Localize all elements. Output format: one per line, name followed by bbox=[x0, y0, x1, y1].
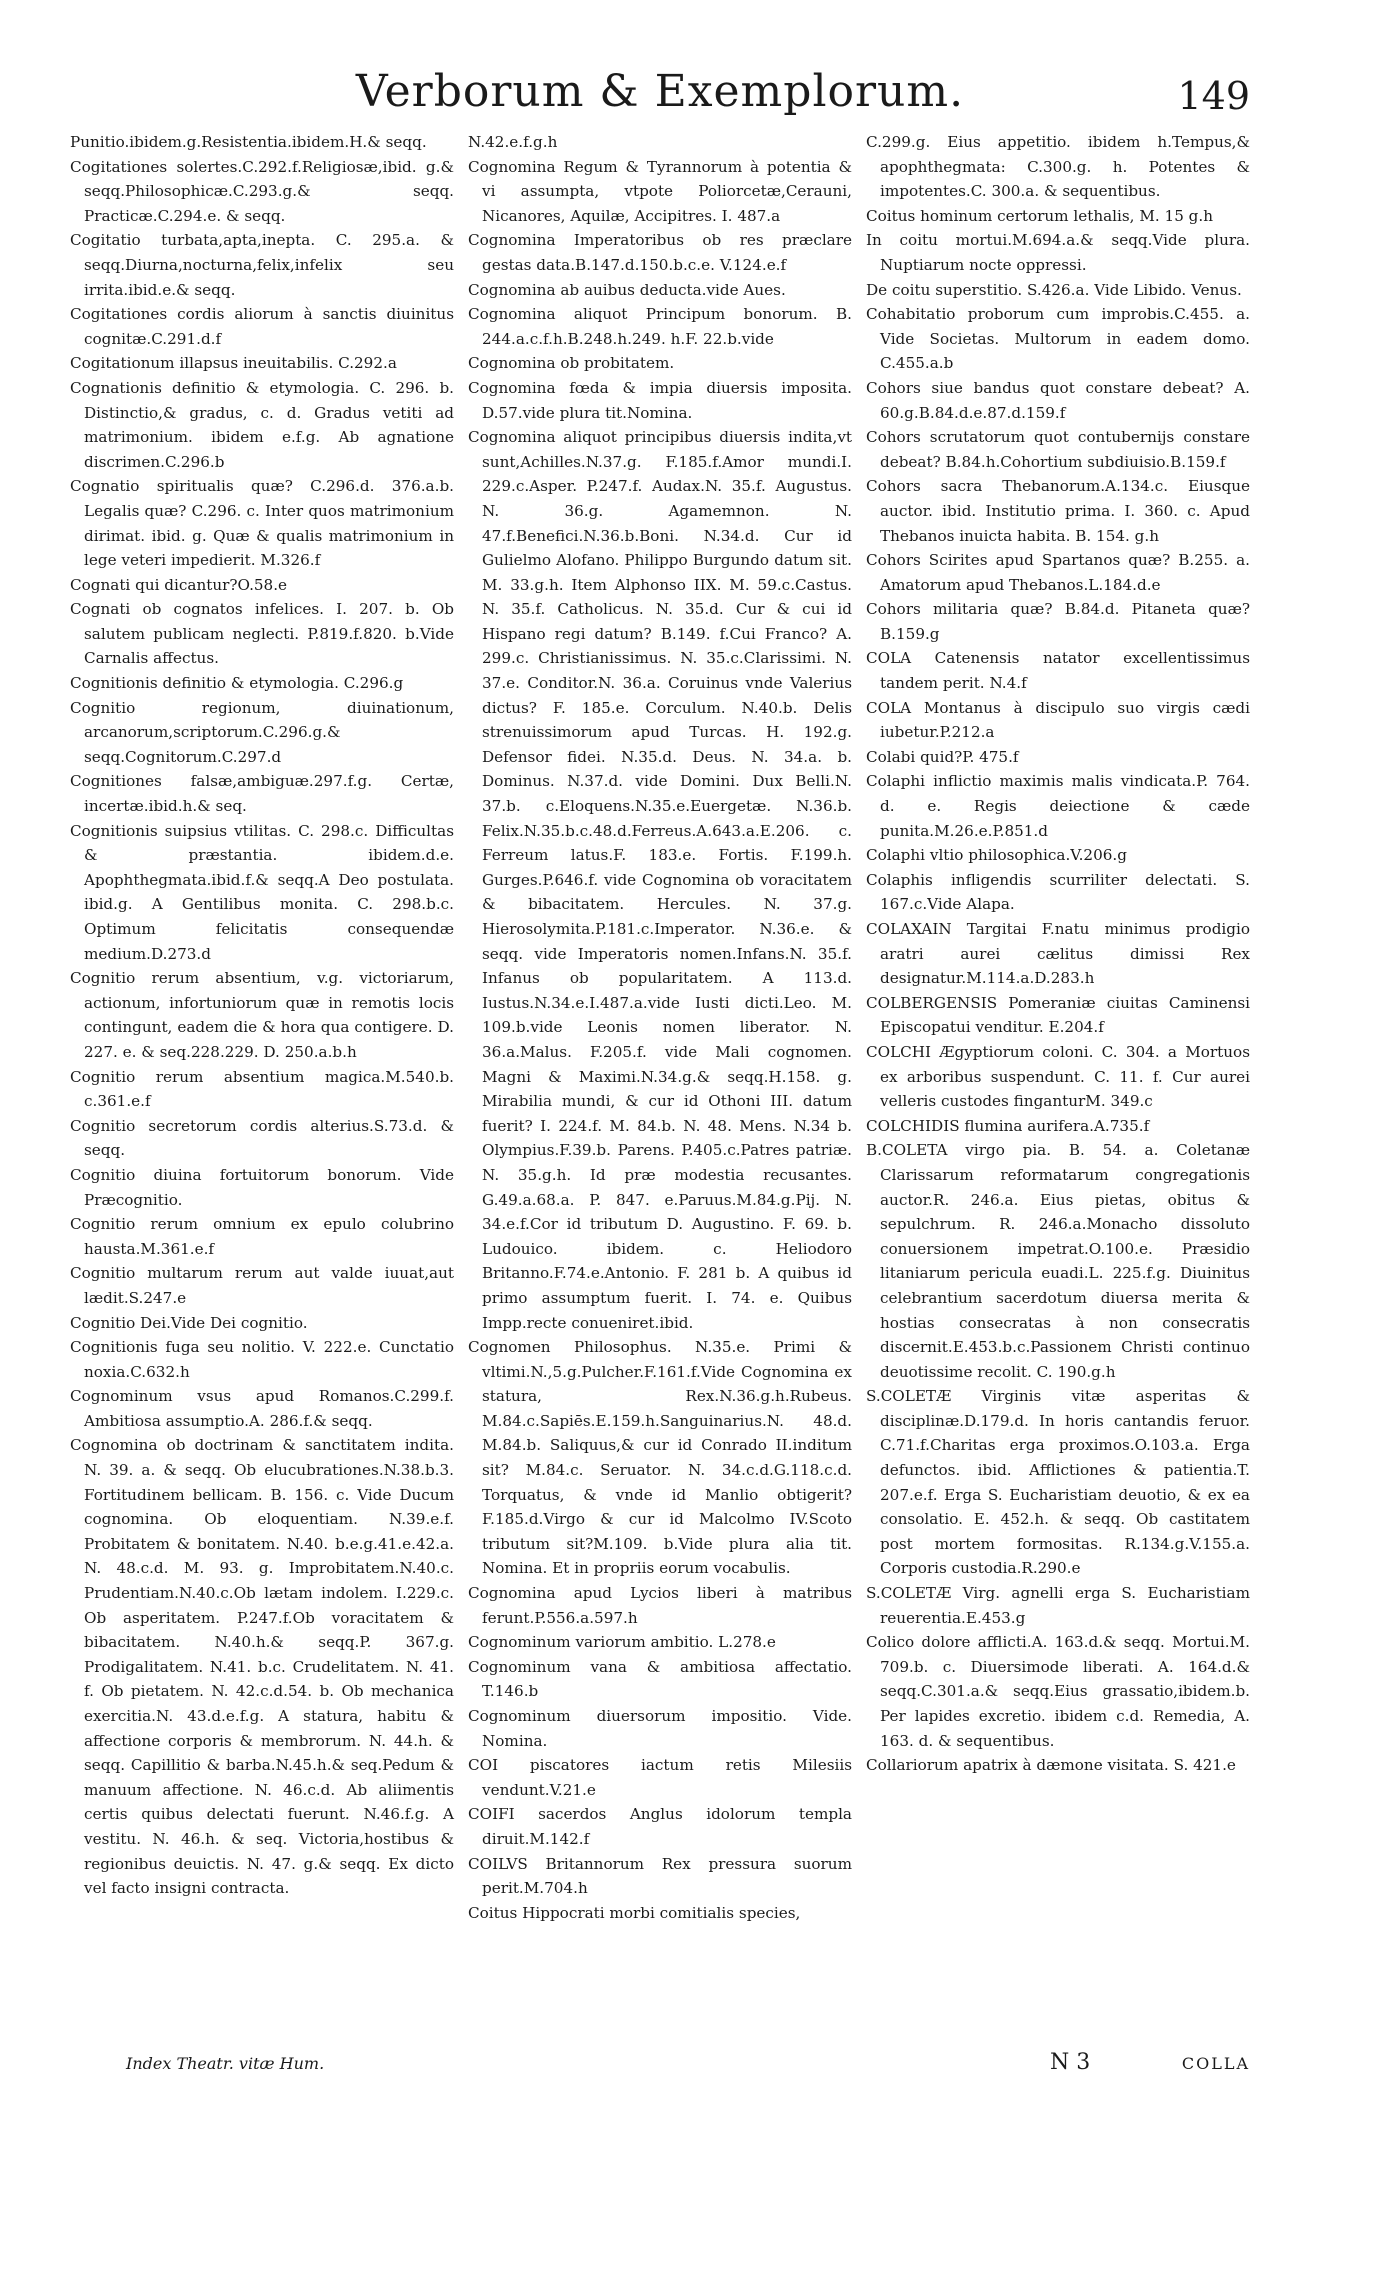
page-footer bbox=[70, 2050, 1250, 2090]
catchword: COLLA bbox=[1181, 2054, 1250, 2073]
index-entry: COLA Montanus à discipulo suo virgis cædi iubetur.P.212.a bbox=[866, 698, 1250, 742]
index-entry: Cognitio regionum, diuinationum, arcanorum,scriptorum.C.296.g.& seqq.Cognitorum.C.297.d bbox=[70, 698, 454, 766]
index-entry: Collariorum apatrix à dæmone visitata. S. 421.e bbox=[866, 1756, 1236, 1775]
index-column-left bbox=[70, 130, 454, 1925]
running-title: Verborum & Exemplorum. bbox=[355, 66, 965, 117]
index-entry: Cognitio diuina fortuitorum bonorum. Vide Præcognitio. bbox=[70, 1165, 454, 1209]
index-entry: N.42.e.f.g.h bbox=[468, 133, 558, 151]
index-entry: COLAXAIN Targitai F.natu minimus prodigio aratri aurei cælitus dimissi Rex designatur.M.114.a.D.283.h bbox=[866, 920, 1250, 988]
index-entry: Cognitionis definitio & etymologia. C.296.g bbox=[70, 674, 404, 693]
index-entry: Cognomina Regum & Tyrannorum à potentia & vi assumpta, vtpote Poliorcetæ,Cerauni, Nicanores, Aquilæ, Accipitres. I. 487.a bbox=[468, 157, 852, 225]
page-header bbox=[70, 60, 1250, 132]
index-entry: Cogitationes cordis aliorum à sanctis diuinitus cognitæ.C.291.d.f bbox=[70, 305, 454, 348]
index-entry: Colaphi inflictio maximis malis vindicata.P. 764. d. e. Regis deiectione & cæde punita.M.26.e.P.851.d bbox=[866, 772, 1250, 840]
index-entry: Coitus hominum certorum lethalis, M. 15 g.h bbox=[866, 206, 1214, 225]
index-column-right bbox=[866, 130, 1250, 1925]
index-entry: Cognomina apud Lycios liberi à matribus ferunt.P.556.a.597.h bbox=[468, 1584, 852, 1627]
index-entry: Cohors siue bandus quot constare debeat? A. 60.g.B.84.d.e.87.d.159.f bbox=[866, 378, 1250, 422]
index-entry: Cohabitatio proborum cum improbis.C.455. a. Vide Societas. Multorum in eadem domo. C.455.a.b bbox=[866, 305, 1250, 373]
index-entry: B.COLETA virgo pia. B. 54. a. Coletanæ Clarissarum reformatarum congregationis auctor.R. 246.a. Eius pietas, obitus & sepulchrum. R. 246.a.Monacho dissoluto conuersionem impetrat.O.100.e. Præsidio litaniarum pericula euadi.L. 225.f.g. Diuinitus celebrantium sacerdotum diuersa merita & hostias consecratas à non consecratis discernit.E.453.b.c.Passionem Christi continuo deuotissime recolit. C. 190.g.h bbox=[866, 1141, 1250, 1381]
index-entry: COLCHIDIS flumina aurifera.A.735.f bbox=[866, 1116, 1150, 1135]
index-entry: Cognitio Dei.Vide Dei cognitio. bbox=[70, 1313, 308, 1332]
index-entry: Cohors scrutatorum quot contubernijs constare debeat? B.84.h.Cohortium subdiuisio.B.159.f bbox=[866, 428, 1250, 471]
index-entry: Cognationis definitio & etymologia. C. 296. b. Distinctio,& gradus, c. d. Gradus vetiti ad matrimonium. ibidem e.f.g. Ab agnatione discrimen.C.296.b bbox=[70, 378, 454, 471]
index-entry: Cognomina aliquot Principum bonorum. B. 244.a.c.f.h.B.248.h.249. h.F. 22.b.vide bbox=[468, 305, 852, 348]
index-columns bbox=[70, 130, 1250, 1925]
index-entry: Cognitio secretorum cordis alterius.S.73.d. & seqq. bbox=[70, 1116, 454, 1160]
page-number: 149 bbox=[1177, 74, 1250, 118]
index-column-middle bbox=[468, 130, 852, 1925]
index-entry: Colabi quid?P. 475.f bbox=[866, 747, 1019, 766]
index-entry: Cognati ob cognatos infelices. I. 207. b. Ob salutem publicam neglecti. P.819.f.820. b.Vide Carnalis affectus. bbox=[70, 600, 454, 668]
index-entry: Cognitio rerum absentium, v.g. victoriarum, actionum, infortuniorum quæ in remotis locis contingunt, eadem die & hora qua contigere. D. 227. e. & seq.228.229. D. 250.a.b.h bbox=[70, 969, 454, 1061]
index-entry: S.COLETÆ Virginis vitæ asperitas & disciplinæ.D.179.d. In horis cantandis feruor. C.71.f.Charitas erga proximos.O.103.a. Erga defunctos. ibid. Afflictiones & patientia.T. 207.e.f. Erga S. Eucharistiam deuotio, & ex ea consolatio. E. 452.h. & seqq. Ob castitatem post mortem formositas. R.134.g.V.155.a. Corporis custodia.R.290.e bbox=[866, 1387, 1250, 1578]
book-page bbox=[70, 60, 1250, 2230]
index-entry: COI piscatores iactum retis Milesiis vendunt.V.21.e bbox=[468, 1756, 852, 1799]
index-entry: COILVS Britannorum Rex pressura suorum perit.M.704.h bbox=[468, 1854, 852, 1898]
index-entry: Cohors sacra Thebanorum.A.134.c. Eiusque auctor. ibid. Institutio prima. I. 360. c. Apud Thebanos inuicta habita. B. 154. g.h bbox=[866, 477, 1250, 545]
index-title-footer: Index Theatr. vitæ Hum. bbox=[126, 2054, 325, 2073]
index-entry: Cognomina fœda & impia diuersis imposita. D.57.vide plura tit.Nomina. bbox=[468, 378, 852, 422]
index-entry: Cognitiones falsæ,ambiguæ.297.f.g. Certæ, incertæ.ibid.h.& seq. bbox=[70, 772, 454, 816]
index-entry: C.299.g. Eius appetitio. ibidem h.Tempus,& apophthegmata: C.300.g. h. Potentes & impotentes.C. 300.a. & sequentibus. bbox=[866, 133, 1250, 201]
index-entry: Cognitionis suipsius vtilitas. C. 298.c. Difficultas & præstantia. ibidem.d.e. Apophthegmata.ibid.f.& seqq.A Deo postulata. ibid.g. A Gentilibus monita. C. 298.b.c. Optimum felicitatis consequendæ medium.D.273.d bbox=[70, 821, 454, 963]
index-entry: Cognomina Imperatoribus ob res præclare gestas data.B.147.d.150.b.c.e. V.124.e.f bbox=[468, 231, 852, 274]
index-entry: COIFI sacerdos Anglus idolorum templa diruit.M.142.f bbox=[468, 1805, 852, 1848]
index-entry: Cognitio rerum absentium magica.M.540.b. c.361.e.f bbox=[70, 1067, 454, 1111]
index-entry: COLA Catenensis natator excellentissimus tandem perit. N.4.f bbox=[866, 649, 1250, 693]
index-entry: Cohors Scirites apud Spartanos quæ? B.255. a. Amatorum apud Thebanos.L.184.d.e bbox=[866, 551, 1250, 594]
index-entry: COLCHI Ægyptiorum coloni. C. 304. a Mortuos ex arboribus suspendunt. C. 11. f. Cur aurei velleris custodes finganturM. 349.c bbox=[866, 1042, 1250, 1111]
index-entry: Cognomen Philosophus. N.35.e. Primi & vltimi.N.,5.g.Pulcher.F.161.f.Vide Cognomina ex statura, Rex.N.36.g.h.Rubeus. M.84.c.Sapiēs.E.159.h.Sanguinarius.N. 48.d. M.84.b. Saliquus,& cur id Conrado II.inditum sit? M.84.c. Seruator. N. 34.c.d.G.118.c.d. Torquatus, & vnde id Manlio obtigerit?F.185.d.Virgo & cur id Malcolmo IV.Scoto tributum sit?M.109. b.Vide plura alia tit. Nomina. Et in propriis eorum vocabulis. bbox=[468, 1338, 852, 1578]
index-entry: Cognominum vsus apud Romanos.C.299.f. Ambitiosa assumptio.A. 286.f.& seqq. bbox=[70, 1387, 454, 1430]
index-entry: Cogitationum illapsus ineuitabilis. C.292.a bbox=[70, 354, 397, 373]
index-entry: Cognomina aliquot principibus diuersis indita,vt sunt,Achilles.N.37.g. F.185.f.Amor mundi.I. 229.c.Asper. P.247.f. Audax.N. 35.f. Augustus. N. 36.g. Agamemnon. N. 47.f.Benefici.N.36.b.Boni. N.34.d. Cur id Gulielmo Alofano. Philippo Burgundo datum sit. M. 33.g.h. Item Alphonso IIX. M. 59.c.Castus. N. 35.f. Catholicus. N. 35.d. Cur & cui id Hispano regi datum? B.149. f.Cui Franco? A. 299.c. Christianissimus. N. 35.c.Clarissimi. N. 37.e. Conditor.N. 36.a. Coruinus vnde Valerius dictus? F. 185.e. Corculum. N.40.b. Delis strenuissimorum apud Turcas. H. 192.g. Defensor fidei. N.35.d. Deus. N. 34.a. b. Dominus. N.37.d. vide Domini. Dux Belli.N. 37.b. c.Eloquens.N.35.e.Euergetæ. N.36.b. Felix.N.35.b.c.48.d.Ferreus.A.643.a.E.206. c. Ferreum latus.F. 183.e. Fortis. F.199.h. Gurges.P.646.f. vide Cognomina ob voracitatem & bibacitatem. Hercules. N. 37.g. Hierosolymita.P.181.c.Imperator. N.36.e. & seqq. vide Imperatoris nomen.Infans.N. 35.f. Infanus ob popularitatem. A 113.d. Iustus.N.34.e.I.487.a.vide Iusti dicti.Leo. M. 109.b.vide Leonis nomen liberator. N. 36.a.Malus. F.205.f. vide Mali cognomen. Magni & Maximi.N.34.g.& seqq.H.158. g. Mirabilia mundi, & cur id Othoni III. datum fuerit? I. 224.f. M. 84.b. N. 48. Mens. N.34 b. Olympius.F.39.b. Parens. P.405.c.Patres patriæ. N. 35.g.h. Id præ modestia recusantes. G.49.a.68.a. P. 847. e.Paruus.M.84.g.Pij. N. 34.e.f.Cor id tributum D. Augustino. F. 69. b. Ludouico. ibidem. c. Heliodoro Britanno.F.74.e.Antonio. F. 281 b. A quibus id primo assumptum fuerit. I. 74. e. Quibus Impp.recte conueniret.ibid. bbox=[468, 428, 852, 1332]
index-entry: Colaphi vltio philosophica.V.206.g bbox=[866, 846, 1127, 865]
index-entry: Colico dolore afflicti.A. 163.d.& seqq. Mortui.M. 709.b. c. Diuersimode liberati. A. 164.d.& seqq.C.301.a.& seqq.Eius grassatio,ibidem.b. Per lapides excretio. ibidem c.d. Remedia, A. 163. d. & sequentibus. bbox=[866, 1633, 1250, 1750]
index-entry: Cognomina ob doctrinam & sanctitatem indita. N. 39. a. & seqq. Ob elucubrationes.N.38.b.3. Fortitudinem bellicam. B. 156. c. Vide Ducum cognomina. Ob eloquentiam. N.39.e.f. Probitatem & bonitatem. N.40. b.e.g.41.e.42.a. N. 48.c.d. M. 93. g. Improbitatem.N.40.c. Prudentiam.N.40.c.Ob lætam indolem. I.229.c. Ob asperitatem. P.247.f.Ob voracitatem & bibacitatem. N.40.h.& seqq.P. 367.g. Prodigalitatem. N.41. b.c. Crudelitatem. N. 41. f. Ob pietatem. N. 42.c.d.54. b. Ob mechanica exercitia.N. 43.d.e.f.g. A statura, habitu & affectione corporis & membrorum. N. 44.h. & seqq. Capillitio & barba.N.45.h.& seq.Pedum & manuum affectione. N. 46.c.d. Ab aliimentis certis quibus delectati fuerunt. N.46.f.g. A vestitu. N. 46.h. & seq. Victoria,hostibus & regionibus deuictis. N. 47. g.& seqq. Ex dicto vel facto insigni contracta. bbox=[70, 1436, 454, 1898]
index-entry: COLBERGENSIS Pomeraniæ ciuitas Caminensi Episcopatui venditur. E.204.f bbox=[866, 993, 1250, 1037]
signature-mark: N 3 bbox=[1050, 2050, 1091, 2075]
index-entry: Cognomina ob probitatem. bbox=[468, 354, 675, 373]
index-entry: Cohors militaria quæ? B.84.d. Pitaneta quæ? B.159.g bbox=[866, 600, 1250, 643]
index-entry: Cognitio multarum rerum aut valde iuuat,aut lædit.S.247.e bbox=[70, 1264, 454, 1307]
index-entry: S.COLETÆ Virg. agnelli erga S. Eucharistiam reuerentia.E.453.g bbox=[866, 1584, 1250, 1627]
index-entry: Cognominum vana & ambitiosa affectatio. T.146.b bbox=[468, 1657, 852, 1701]
index-entry: Cognatio spiritualis quæ? C.296.d. 376.a.b. Legalis quæ? C.296. c. Inter quos matrimonium dirimat. ibid. g. Quæ & qualis matrimonium in lege veteri impedierit. M.326.f bbox=[70, 477, 454, 570]
index-entry: Cognitio rerum omnium ex epulo colubrino hausta.M.361.e.f bbox=[70, 1215, 454, 1258]
index-entry: Cognitionis fuga seu nolitio. V. 222.e. Cunctatio noxia.C.632.h bbox=[70, 1338, 454, 1381]
index-entry: Cognominum variorum ambitio. L.278.e bbox=[468, 1633, 776, 1652]
index-entry: De coitu superstitio. S.426.a. Vide Libido. Venus. bbox=[866, 280, 1242, 299]
index-entry: Cognomina ab auibus deducta.vide Aues. bbox=[468, 280, 786, 299]
index-entry: Cognominum diuersorum impositio. Vide. Nomina. bbox=[468, 1707, 852, 1750]
index-entry: Cogitatio turbata,apta,inepta. C. 295.a. & seqq.Diurna,nocturna,felix,infelix seu irrita.ibid.e.& seqq. bbox=[70, 231, 454, 299]
index-entry: Cogitationes solertes.C.292.f.Religiosæ,ibid. g.& seqq.Philosophicæ.C.293.g.& seqq. Practicæ.C.294.e. & seqq. bbox=[70, 157, 454, 225]
index-entry: Punitio.ibidem.g.Resistentia.ibidem.H.& seqq. bbox=[70, 133, 427, 151]
index-entry: In coitu mortui.M.694.a.& seqq.Vide plura. Nuptiarum nocte oppressi. bbox=[866, 231, 1250, 274]
index-entry: Cognati qui dicantur?O.58.e bbox=[70, 575, 288, 594]
index-entry: Coitus Hippocrati morbi comitialis species, bbox=[468, 1903, 801, 1922]
index-entry: Colaphis infligendis scurriliter delectati. S. 167.c.Vide Alapa. bbox=[866, 870, 1250, 914]
